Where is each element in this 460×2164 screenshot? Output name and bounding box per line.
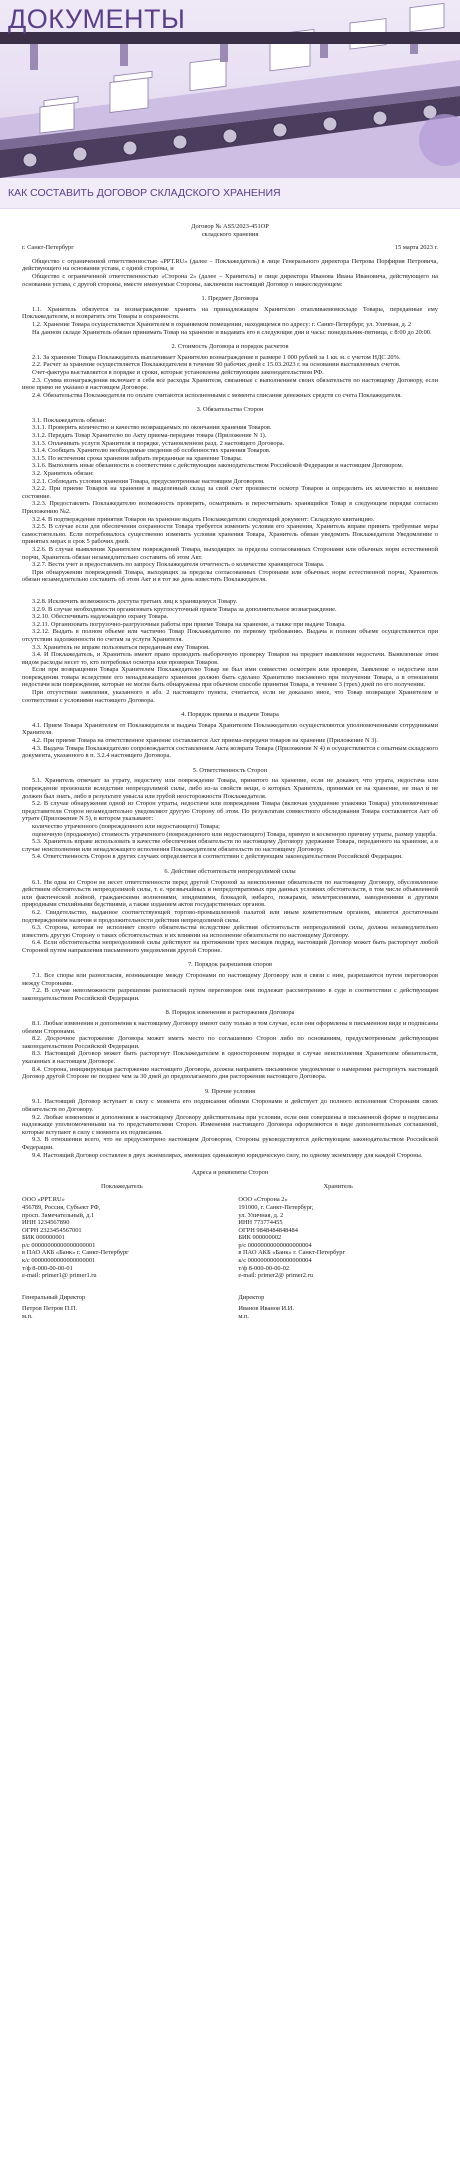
clause-paragraph: 8.3. Настоящий Договор может быть расторгнут Поклажедателем в одностороннем порядке в случае неисполнения Хранителем обязательств, указанных в настоящем Договоре. <box>22 1050 438 1065</box>
clause-paragraph: 2.3. Сумма вознаграждения включает в себя все расходы Хранителя, связанные с выполнением своих обязательств по настоящему Договору, если иное прямо не указано в настоящем Договоре. <box>22 376 438 392</box>
clause-paragraph: 7.2. В случае невозможности разрешения разногласий путем переговоров они подлежат рассмотрению в суде в соответствии с действующим законодательством Российской Федерации. <box>22 987 438 1002</box>
requisite-line: e-mail: primer1@ primer1.ru <box>22 1272 97 1280</box>
clause-paragraph: 2.4. Обязательства Поклажедателя по оплате считаются исполненными с момента списания денежных средств со счета Поклажедателя. <box>32 391 402 399</box>
clause-paragraph: 4.2. При приеме Товара на ответственное хранение составляется Акт приема-передачи товаров на хранение (Приложение N 3). <box>32 737 379 745</box>
requisite-line: БИК 000000002 <box>238 1234 282 1242</box>
party-requisites-keeper <box>238 1183 438 1280</box>
clause-paragraph: 8.1. Любые изменения и дополнения к настоящему Договору имеют силу только в том случае, если они оформлены в письменном виде и подписаны обеими Сторонами. <box>22 1020 438 1035</box>
clause-paragraph: Счет-фактура выставляется в порядке и сроки, которые установлены действующим законодательством РФ. <box>32 368 324 376</box>
section-title: 7. Порядок разрешения споров <box>187 961 273 969</box>
stamp-place: м.п. <box>238 1313 249 1321</box>
requisite-line: в ПАО АКБ «Банк» г. Санкт-Петербург <box>238 1249 346 1257</box>
clause-paragraph: 3.2.3. Предоставлять Поклажедателю возможность проверять, осматривать и пересчитывать хранящийся Товар в следующем порядке согласно Приложению №2. <box>22 500 438 515</box>
signer-name: Петров Петров П.П. <box>22 1305 78 1313</box>
clause-paragraph: 9.4. Настоящий Договор составлен в двух экземплярах, имеющих одинаковую юридическую силу, по одному экземпляру для каждой Стороны. <box>32 1151 423 1159</box>
requisite-line: ОГРН 2323454567001 <box>22 1226 82 1234</box>
contract-city: г. Санкт-Петербург <box>22 244 74 252</box>
party-label: Хранитель <box>323 1182 353 1190</box>
requisite-line: р/с 00000000000000000001 <box>22 1241 96 1249</box>
requisite-line: ООО «Сторона 2» <box>238 1196 288 1204</box>
contract-number: Договор № АЅ5/2023-451ОР <box>191 223 269 230</box>
requisite-line: ОГРН 9848484848484 <box>238 1226 298 1234</box>
clause-paragraph: 8.4. Сторона, инициирующая расторжение настоящего Договора, должна направить письменное уведомление о намерении расторгнуть настоящий Договор другой Стороне не позднее чем за 30 дней до предполагаемого дня расторжения настоящего Договора. <box>22 1065 438 1081</box>
requisite-line: ул. Уличная, д. 2 <box>238 1211 284 1219</box>
section-title: 2. Стоимость Договора и порядок расчетов <box>171 343 289 351</box>
clause-paragraph: 3.1.4. Сообщать Хранителю необходимые сведения об особенностях хранения Товаров. <box>32 447 271 455</box>
requisite-line: просп. Замечательный, д.1 <box>22 1211 95 1219</box>
clause-paragraph: 4.1. Прием Товара Хранителем от Поклажедателя и выдача Товара Хранителем Поклажедателю осуществляются уполномоченными сотрудниками Хранителя. <box>22 721 438 737</box>
clause-paragraph: 3.1. Поклажедатель обязан: <box>32 416 107 424</box>
clause-paragraph: 1.2. Хранение Товара осуществляется Хранителем в охраняемом помещении, находящемся по адресу: г. Санкт-Петербург, ул. Уличная, д. 2 <box>32 320 412 328</box>
clause-paragraph: 9.1. Настоящий Договор вступает в силу с момента его подписания обеими Сторонами и действует до полного исполнения Сторонами своих обязательств по Договору. <box>22 1098 438 1113</box>
clause-paragraph: 3.1.3. Оплачивать услуги Хранителя в порядке, установленном разд. 2 настоящего Договора. <box>32 439 285 447</box>
clause-paragraph: 2.2. Расчет за хранение осуществляется Поклажедателем в течение 90 рабочих дней с 15.03.2023 г. на основании выставленных счетов. <box>32 361 401 369</box>
city-date-row <box>22 244 438 252</box>
party-label: Поклажедатель <box>100 1182 143 1190</box>
clause-paragraph: 2.1. За хранение Товара Поклажедатель выплачивает Хранителю вознаграждение в размере 1 000 рублей за 1 кв. м. с учетом НДС 20%. <box>32 353 401 361</box>
clause-paragraph: 3.1.5. По истечении срока хранения забрать переданные на хранение Товары. <box>32 454 243 462</box>
article-heading-band <box>0 178 460 209</box>
clause-paragraph: При обнаружении повреждений Товара, выходящих за пределы согласованных Сторонами или обычных норм естественной порчи, Хранитель обязан незамедлительно составить об этом Акт и в тот же день известить Поклажедателя. <box>22 568 438 584</box>
clause-paragraph: 3.2.8. Исключить возможность доступа третьих лиц к хранящемуся Товару. <box>32 597 238 605</box>
clause-paragraph: 3.4. И Поклажедатель, и Хранитель имеют право проводить выборочную проверку Товаров на предмет выявления недостачи. Выявленные этим видом расходы несет то, кто потребовал осмотра или проверки Товаров. <box>22 651 438 666</box>
contract-subtitle: складского хранения <box>201 230 259 238</box>
clause-paragraph: 5.3. Хранитель вправе использовать в качестве обеспечения обязательств по настоящему Договору удержание Товара, переданного на хранение, а в случае неисполнения или ненадлежащего исполнения Поклажедателем обязательств по настоящему Договору. <box>22 838 438 853</box>
article-heading: КАК СОСТАВИТЬ ДОГОВОР СКЛАДСКОГО ХРАНЕНИЯ <box>8 187 281 199</box>
requisite-line: 456789, Россия, Субъект РФ, <box>22 1203 101 1211</box>
clause-paragraph: 7.1. Все споры или разногласия, возникающие между Сторонами по настоящему Договору или в связи с ним, разрешаются путем переговоров между Сторонами. <box>22 972 438 987</box>
clause-paragraph: 5.4. Ответственность Сторон в других случаях определяется в соответствии с действующим законодательством Российской Федерации. <box>32 853 403 861</box>
clause-paragraph: количество утраченного (поврежденного или недостающего) Товара; <box>32 822 220 830</box>
party-requisites-depositor <box>22 1183 222 1280</box>
stamp-place: м.п. <box>22 1313 33 1321</box>
intro-paragraph: Общество с ограниченной ответственностью «Сторона 2» (далее – Хранитель) в лице директора Иванова Ивана Ивановича, действующего на основании устава, с другой стороны, вместе именуемые Стороны, заключили настоящий Договор о нижеследующем: <box>22 272 438 288</box>
requisite-line: ИНН 773774455 <box>238 1219 283 1227</box>
contract-document <box>0 209 460 1321</box>
clause-paragraph: 5.2. В случае обнаружения одной из Сторон утраты, недостачи или повреждения Товара (включая ухудшение упаковки Товара) уполномоченные представители Сторон незамедлительно уведомляют другую Сторону об этом. По результатам совместного обследования Товара составляется Акт об утрате (Приложение N 5), в котором указывают: <box>22 800 438 823</box>
requisites-title: Адреса и реквизиты Сторон <box>191 1169 269 1177</box>
requisite-line: в ПАО АКБ «Банк» г. Санкт-Петербург <box>22 1249 129 1257</box>
clause-paragraph: 6.2. Свидетельство, выданное соответствующей торгово-промышленной палатой или иным компетентным органом, является достаточным подтверждением наличия и продолжительности действия непреодолимой силы. <box>22 908 438 924</box>
intro-paragraph: Общество с ограниченной ответственностью «PPT.RU» (далее – Поклажедатель) в лице Генерального директора Петрова Порфирия Петровича, действующего на основании устава, с одной стороны, и <box>22 257 438 273</box>
signer-position: Директор <box>238 1293 265 1301</box>
clause-paragraph: 3.2.9. В случае необходимости организовать круглосуточный прием Товара за дополнительное вознаграждение. <box>32 605 337 613</box>
requisite-line: ООО «PPT.RU» <box>22 1196 65 1204</box>
requisite-line: ИНН 1234567890 <box>22 1219 70 1227</box>
clause-paragraph: 3.2. Хранитель обязан: <box>32 470 94 478</box>
requisite-line: e-mail: primer2@ primer2.ru <box>238 1272 313 1280</box>
clause-paragraph: Если при возвращении Товара Хранителем Поклажедателю Товар не был ими совместно осмотрен или проверен, Заявление о недостаче или повреждении товара вследствие его ненадлежащего хранения должно быть сделано Хранителю письменно при получении Товара, а в отношении недостачи или повреждения, которые не могли быть обнаружены при обычном способе принятия Товара, в течение 3 (трех) дней по его получении. <box>22 666 438 689</box>
requisites <box>22 1183 438 1280</box>
clause-paragraph: 3.2.4. В подтверждение принятия Товаров на хранение выдать Поклажедателю следующий документ: Складскую квитанцию. <box>32 515 375 523</box>
clause-paragraph: 3.2.5. В случае если для обеспечения сохранности Товара требуется изменить условия его хранения, Хранитель вправе принять требуемые меры самостоятельно. Если потребовалось существенно изменить условия хранения Товара, Хранитель обязан уведомить Поклажедателя Уведомление о принятых мерах в срок 5 рабочих дней. <box>22 523 438 546</box>
hero-banner <box>0 0 460 178</box>
clause-paragraph: 3.2.10. Обеспечивать надлежащую охрану Товара. <box>32 613 169 621</box>
clause-paragraph: 3.1.6. Выполнять иные обязанности в соответствии с действующим законодательством Российской Федерации и настоящим Договором. <box>32 462 404 470</box>
requisite-line: БИК 000000001 <box>22 1234 65 1242</box>
clause-paragraph: 4.3. Выдача Товара Поклажедателю сопровождается составлением Акта возврата Товара (Приложение N 4) и осуществляется с опытным складского документа, указанного в п. 3.2.4 настоящего Договора. <box>22 744 438 760</box>
clause-paragraph: 9.3. В отношении всего, что не предусмотрено настоящим Договором, Стороны руководствуются действующим законодательством Российской Федерации. <box>22 1136 438 1151</box>
clause-paragraph: 9.2. Любые изменения и дополнения к настоящему Договору действительны при условии, если они совершены в письменной форме и подписаны надлежаще уполномоченными на то представителями Сторон. Изменения настоящего Договора оформляются в виде дополнительных соглашений, которые вступают в силу с момента их подписания. <box>22 1113 438 1136</box>
section-title: 9. Прочие условия <box>204 1087 256 1095</box>
clause-paragraph: 5.1. Хранитель отвечает за утрату, недостачу или повреждение Товара, принятого на хранение, если не докажет, что утрата, недостача или повреждение произошли вследствие непреодолимой силы, либо из-за свойств вещи, о которых Хранитель, принимая ее на хранение, не знал и не должен был знать, либо в результате умысла или грубой неосторожности Поклажедателя. <box>22 777 438 800</box>
clause-paragraph: 3.2.6. В случае выявления Хранителем повреждений Товара, выходящих за пределы согласованных Сторонами или обычных норм естественной порчи, Хранитель обязан незамедлительно составить об этом Акт. <box>22 545 438 561</box>
requisite-line: т/ф 8-000-00-00-02 <box>238 1264 290 1272</box>
requisite-line: т/ф 8-000-00-00-01 <box>22 1264 73 1272</box>
clause-paragraph: 6.3. Сторона, которая не исполняет своего обязательства вследствие действия обстоятельств непреодолимой силы, должна незамедлительно известить другую Сторону о таких обстоятельствах и их влиянии на исполнение обязательств по настоящему Договору. <box>22 924 438 939</box>
clause-paragraph: 3.2.2. При приеме Товаров на хранение в выделенный склад за свой счет произвести осмотр Товаров и определить их количество и внешнее состояние. <box>22 485 438 500</box>
signature-depositor <box>22 1294 222 1321</box>
clause-paragraph: 3.2.12. Выдать в полном объеме или частично Товар Поклажедателю по первому требованию. Выдача в полном объеме осуществляется при отсутствии задолженности по счетам за услуги Хранителя. <box>22 628 438 643</box>
clause-paragraph: 3.1.2. Передать Товар Хранителю по Акту приема-передачи товара (Приложение N 1). <box>32 432 267 440</box>
clause-paragraph: 3.3. Хранитель не вправе пользоваться переданным ему Товаром. <box>32 643 210 651</box>
clause-paragraph: На данном складе Хранитель обязан принимать Товар на хранение и выдавать его в следующие дни и часы: понедельник-пятница, с 8:00 до 20:00. <box>32 328 432 336</box>
section-title: 4. Порядок приема и выдачи Товара <box>181 711 279 719</box>
clause-paragraph: 1.1. Хранитель обязуется за вознаграждение хранить на принадлежащем Хранителю отапливаемомскладе Товары, переданные ему Поклажедателем, и возвратить эти Товары в сохранности. <box>22 305 438 321</box>
clause-paragraph: оценочную (продажную) стоимость утраченного (поврежденного или недостающего) Товара, прямую и косвенную причину утраты, размер ущерба. <box>32 830 437 838</box>
signatures <box>22 1294 438 1321</box>
clause-paragraph: 6.1. Ни одна из Сторон не несет ответственности перед другой Стороной за неисполнение обязательств по настоящему Договору, обусловленное действием обстоятельств непреодолимой силы, т. е. чрезвычайных и непредотвратимых при данных условиях обстоятельств, в том числе объявленной или фактической войной, гражданскими волнениями, эпидемиями, блокадой, эмбарго, пожарами, землетрясениями, наводнениями и другими природными стихийными бедствиями, а также изданием актов государственных органов. <box>22 878 438 909</box>
clause-paragraph: 6.4. Если обстоятельства непреодолимой силы действуют на протяжении трех месяцев подряд, настоящий Договор может быть расторгнут любой Стороной путем направления письменного уведомления другой Стороне. <box>22 939 438 954</box>
clause-paragraph: 3.1.1. Проверить количество и качество возвращаемых по окончании хранения Товаров. <box>32 424 272 432</box>
clause-paragraph: При отсутствии заявления, указанного в абз. 2 настоящего пункта, считается, если не доказано иное, что Товар возвращен Хранителем в соответствии с условиями настоящего Договора. <box>22 689 438 704</box>
clause-paragraph: 8.2. Досрочное расторжение Договора может иметь место по соглашению Сторон либо по основаниям, предусмотренным действующим законодательством Российской Федерации. <box>22 1035 438 1050</box>
requisite-line: к/с 00000000000000000001 <box>22 1257 96 1265</box>
contract-date: 15 марта 2023 г. <box>394 244 438 252</box>
section-title: 6. Действие обстоятельств непреодолимой силы <box>164 867 296 875</box>
requisite-line: р/с 00000000000000000004 <box>238 1241 312 1249</box>
signer-name: Иванов Иванов И.И. <box>238 1305 294 1313</box>
section-title: 3. Обязательства Сторон <box>196 406 264 414</box>
section-title: 5. Ответственность Сторон <box>192 766 268 774</box>
section-title: 8. Порядок изменения и расторжения Договора <box>165 1009 295 1017</box>
clause-paragraph: 3.2.11. Организовать погрузочно-разгрузочные работы при приеме Товара на хранение, а также при выдаче Товара. <box>32 620 346 628</box>
hero-title: ДОКУМЕНТЫ <box>8 4 186 34</box>
clause-paragraph: 3.2.1. Соблюдать условия хранения Товара, предусмотренные настоящим Договором. <box>32 477 265 485</box>
contract-sections <box>22 295 438 1159</box>
section-title: 1. Предмет Договора <box>201 295 259 303</box>
requisite-line: 191000, г. Санкт-Петербург, <box>238 1203 314 1211</box>
requisite-line: к/с 00000000000000000004 <box>238 1257 312 1265</box>
signer-position: Генеральный Директор <box>22 1293 86 1301</box>
clause-paragraph: 3.2.7. Вести учет и предоставлять по запросу Поклажедателя отчетность о количестве хранящегося Товара. <box>32 561 325 569</box>
signature-keeper <box>238 1294 438 1321</box>
